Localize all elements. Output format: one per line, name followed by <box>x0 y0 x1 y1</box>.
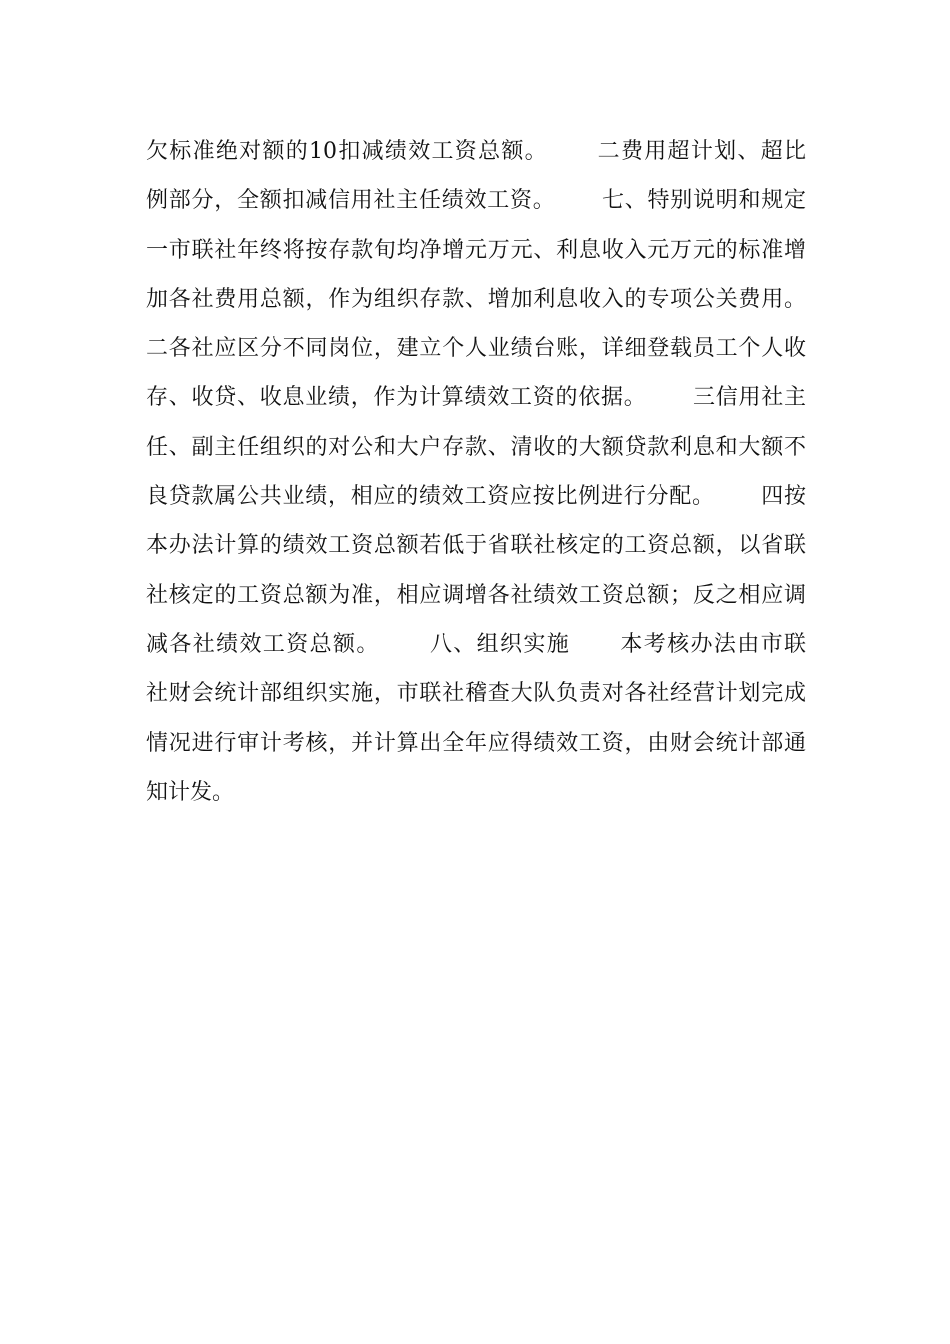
text-line: 一市联社年终将按存款旬均净增元万元、利息收入元万元的标准增 <box>146 237 806 263</box>
text-line: 社核定的工资总额为准，相应调增各社绩效工资总额；反之相应调 <box>146 582 806 608</box>
text-line: 存、收贷、收息业绩，作为计算绩效工资的依据。 三信用社主 <box>146 385 806 411</box>
text-line: 知计发。 <box>146 779 235 805</box>
text-line: 减各社绩效工资总额。 八、组织实施 本考核办法由市联 <box>146 631 806 657</box>
text-line: 情况进行审计考核，并计算出全年应得绩效工资，由财会统计部通 <box>146 730 806 756</box>
text-line: 加各社费用总额，作为组织存款、增加利息收入的专项公关费用。 <box>146 286 806 312</box>
text-line: 良贷款属公共业绩，相应的绩效工资应按比例进行分配。 四按 <box>146 484 806 510</box>
text-line: 欠标准绝对额的10扣减绩效工资总额。 二费用超计划、超比 <box>146 139 806 164</box>
text-line: 二各社应区分不同岗位，建立个人业绩台账，详细登载员工个人收 <box>146 336 806 362</box>
text-line: 例部分，全额扣减信用社主任绩效工资。 七、特别说明和规定 <box>146 188 806 214</box>
text-line: 本办法计算的绩效工资总额若低于省联社核定的工资总额，以省联 <box>146 533 806 559</box>
text-line: 社财会统计部组织实施，市联社稽查大队负责对各社经营计划完成 <box>146 681 806 707</box>
text-line: 任、副主任组织的对公和大户存款、清收的大额贷款利息和大额不 <box>146 434 806 460</box>
body-text <box>146 132 806 822</box>
